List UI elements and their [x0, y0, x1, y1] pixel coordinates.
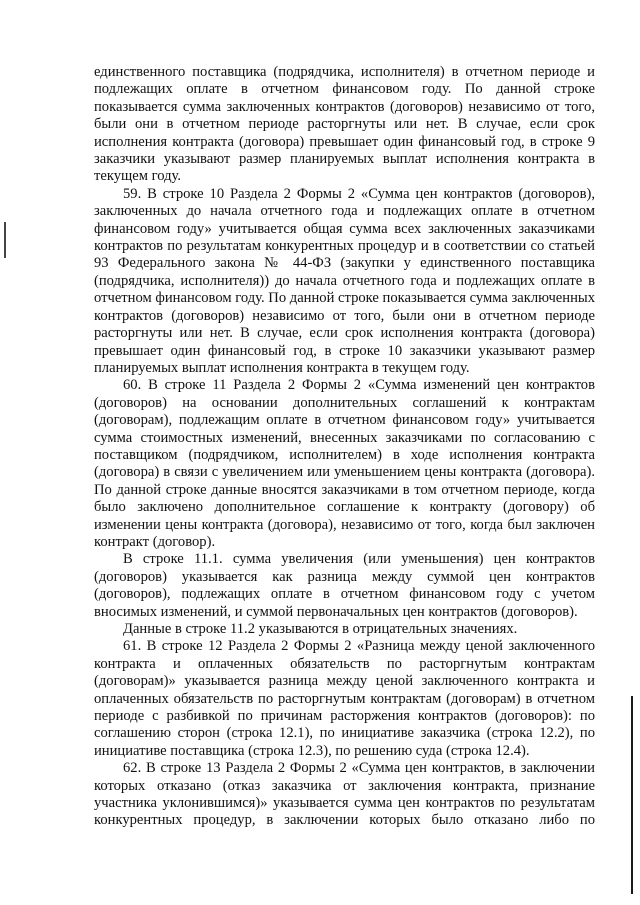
document-body: [94, 64, 595, 830]
paragraph-58-continuation: единственного поставщика (подрядчика, исполнителя) в отчетном периоде и подлежащих оплате в отчетном финансовом году. По данной строке показывается сумма заключенных контрактов (договоров) независимо от того, были они в отчетном периоде расторгнуты или нет. В случае, если срок исполнения контракта (договора) превышает один финансовый год, в строке 9 заказчики указывают размер планируемых выплат исполнения контракта в текущем году.: [94, 64, 595, 185]
paragraph-line-11-2: Данные в строке 11.2 указываются в отрицательных значениях.: [123, 621, 518, 637]
paragraph-59: 59. В строке 10 Раздела 2 Формы 2 «Сумма цен контрактов (договоров), заключенных до начала отчетного года и подлежащих оплате в отчетном финансовом году» учитывается общая сумма всех заключенных заказчиками контрактов по результатам конкурентных процедур и в соответствии со статьей 93 Федерального закона № 44-ФЗ (закупки у единственного поставщика (подрядчика, исполнителя)) до начала отчетного года и подлежащих оплате в отчетном финансовом году. По данной строке показывается сумма заключенных контрактов (договоров) независимо от того, были они в отчетном периоде расторгнуты или нет. В случае, если срок исполнения контракта (договора) превышает один финансовый год, в строке 10 заказчики указывают размер планируемых выплат исполнения контракта в текущем году.: [94, 185, 595, 376]
scan-edge-mark-right: [631, 696, 633, 894]
paragraph-61: 61. В строке 12 Раздела 2 Формы 2 «Разница между ценой заключенного контракта и оплаченных обязательств по расторгнутым контрактам (договорам)» указывается разница между ценой заключенного контракта и оплаченных обязательств по расторгнутым контрактам (договорам) в отчетном периоде с разбивкой по причинам расторжения контрактов (договоров): по соглашению сторон (строка 12.1), по инициативе заказчика (строка 12.2), по инициативе поставщика (строка 12.3), по решению суда (строка 12.4).: [94, 638, 595, 759]
scan-edge-mark-left: [4, 222, 6, 258]
paragraph-60: 60. В строке 11 Раздела 2 Формы 2 «Сумма изменений цен контрактов (договоров) на основании дополнительных соглашений к контрактам (договорам), подлежащим оплате в отчетном финансовом году» учитывается сумма стоимостных изменений, внесенных заказчиками по согласованию с поставщиком (подрядчиком, исполнителем) в ходе исполнения контракта (договора) в связи с увеличением или уменьшением цены контракта (договора). По данной строке данные вносятся заказчиками в том отчетном периоде, когда было заключено дополнительное соглашение к контракту (договору) об изменении цены контракта (договора), независимо от того, когда был заключен контракт (договор).: [94, 377, 595, 550]
paragraph-line-11-1: В строке 11.1. сумма увеличения (или уменьшения) цен контрактов (договоров) указывается как разница между суммой цен контрактов (договоров), подлежащих оплате в отчетном финансовом году с учетом вносимых изменений, и суммой первоначальных цен контрактов (договоров).: [94, 551, 595, 620]
paragraph-62: 62. В строке 13 Раздела 2 Формы 2 «Сумма цен контрактов, в заключении которых отказано (отказ заказчика от заключения контракта, признание участника уклонившимся)» указывается сумма цен контрактов по результатам конкурентных процедур, в заключении которых было отказано либо по: [94, 760, 595, 829]
